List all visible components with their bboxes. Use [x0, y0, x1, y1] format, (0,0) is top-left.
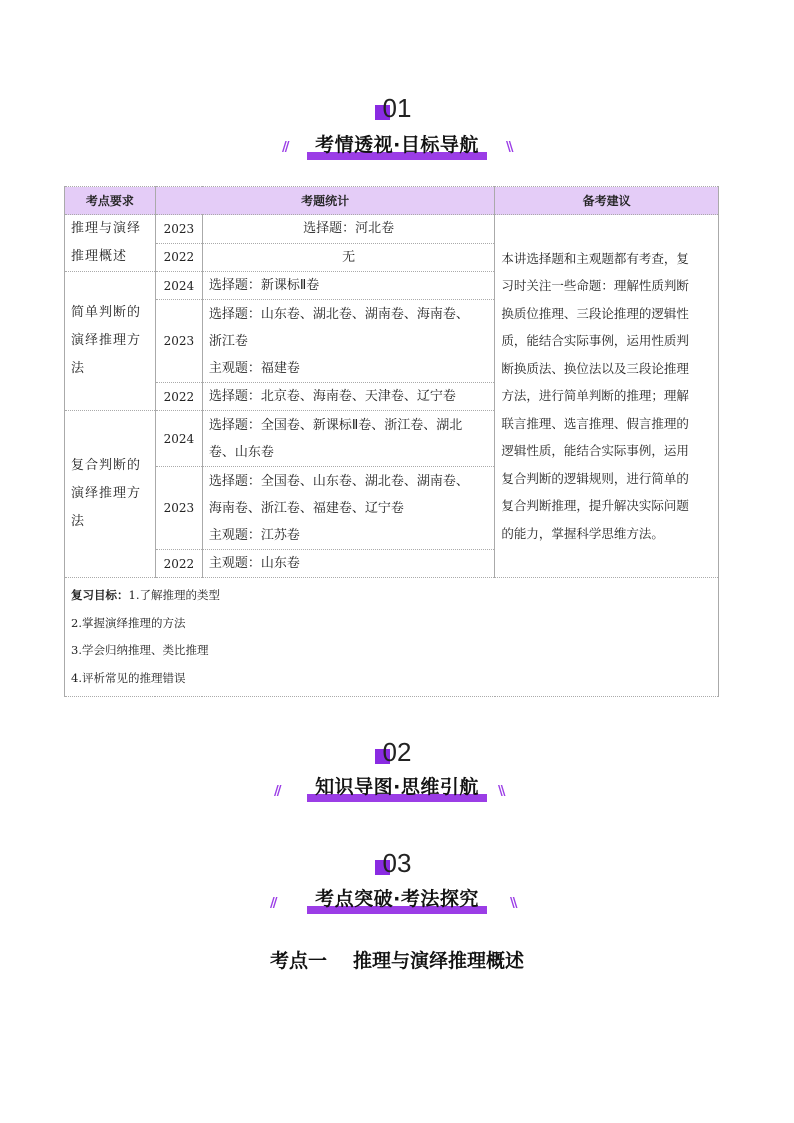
right-slash-decoration: \\: [498, 784, 504, 799]
year-cell: 2024: [155, 272, 202, 300]
advice-cell: 本讲选择题和主观题都有考查，复 习时关注一些命题：理解性质判断 换质位推理、三段论推理的逻辑性 质，能结合实际事例，运用性质判 断换质法、换位法以及三段论推理 方法，进行简单判断的推理；理解 联言推理、选言推理、假言推理的 逻辑性质，能结合实际事例，运用 复合判断的逻辑规则，进行简单的 复合判断推理，提升解决实际问题 的能力，掌握科学思维方法。: [495, 215, 719, 578]
year-cell: 2023: [155, 467, 202, 550]
kaodian-heading: 考点一 推理与演绎推理概述: [269, 950, 525, 972]
exam-analysis-table: [64, 186, 719, 697]
header-statistics: 考题统计: [155, 187, 494, 215]
stat-cell: 选择题：全国卷、山东卷、湖北卷、湖南卷、 海南卷、浙江卷、福建卷、辽宁卷 主观题：江苏卷: [202, 467, 495, 550]
left-slash-decoration: //: [282, 140, 288, 155]
table-header-row: [65, 187, 719, 215]
table-row: [65, 215, 719, 244]
year-cell: 2024: [155, 411, 202, 467]
category-cell: 推理与演绎 推理概述: [65, 215, 156, 272]
review-goals-cell: 复习目标：1.了解推理的类型 2.掌握演绎推理的方法 3.学会归纳推理、类比推理 4.评析常见的推理错误: [65, 578, 719, 697]
stat-cell: 选择题：北京卷、海南卷、天津卷、辽宁卷: [202, 383, 495, 411]
stat-cell: 选择题：新课标Ⅱ卷: [202, 272, 495, 300]
left-slash-decoration: //: [270, 896, 276, 911]
stat-cell: 选择题：全国卷、新课标Ⅱ卷、浙江卷、湖北 卷、山东卷: [202, 411, 495, 467]
year-cell: 2023: [155, 300, 202, 383]
stat-cell: 选择题：山东卷、湖北卷、湖南卷、海南卷、 浙江卷 主观题：福建卷: [202, 300, 495, 383]
right-slash-decoration: \\: [506, 140, 512, 155]
section-03-number: 03: [0, 849, 794, 877]
header-advice: 备考建议: [495, 187, 719, 215]
year-cell: 2022: [155, 550, 202, 578]
review-goals-row: [65, 578, 719, 697]
section-02-number: 02: [0, 738, 794, 766]
stat-cell: 选择题：河北卷: [202, 215, 495, 244]
year-cell: 2022: [155, 243, 202, 272]
section-01-number: 01: [0, 94, 794, 122]
stat-cell: 无: [202, 243, 495, 272]
left-slash-decoration: //: [274, 784, 280, 799]
header-requirement: 考点要求: [65, 187, 156, 215]
section-01-title: 考情透视·目标导航: [0, 130, 794, 157]
category-cell: 简单判断的 演绎推理方 法: [65, 272, 156, 411]
section-02-title: 知识导图·思维引航: [0, 772, 794, 799]
year-cell: 2022: [155, 383, 202, 411]
right-slash-decoration: \\: [510, 896, 516, 911]
stat-cell: 主观题：山东卷: [202, 550, 495, 578]
year-cell: 2023: [155, 215, 202, 244]
category-cell: 复合判断的 演绎推理方 法: [65, 411, 156, 578]
section-03-title: 考点突破·考法探究: [0, 884, 794, 911]
